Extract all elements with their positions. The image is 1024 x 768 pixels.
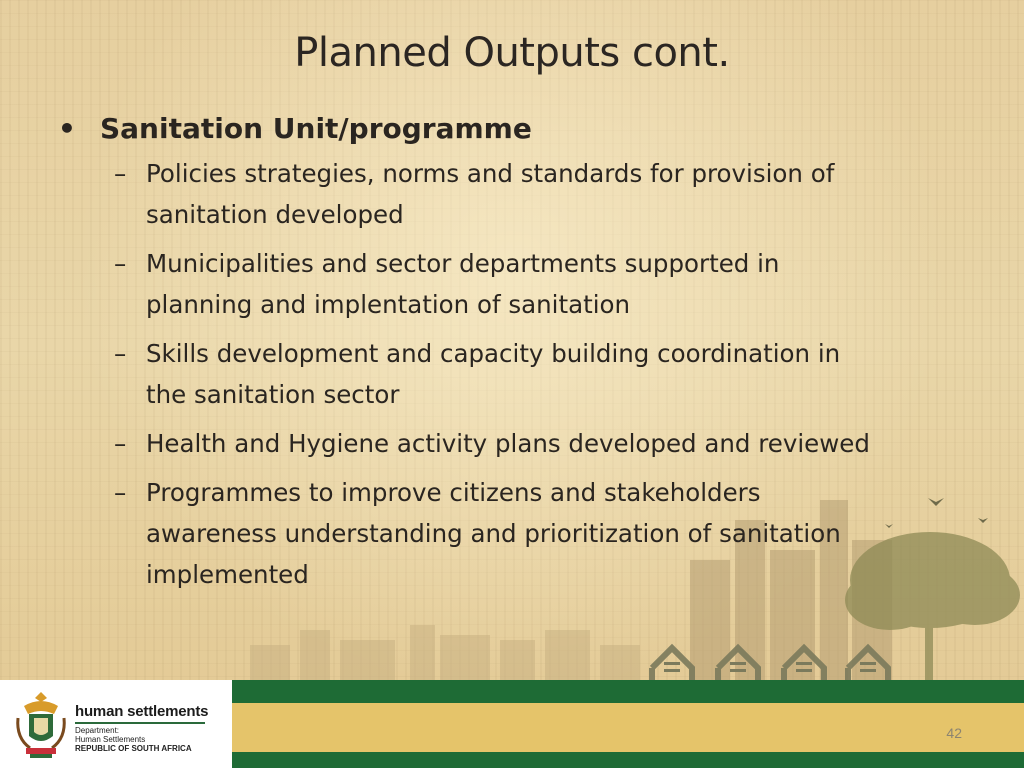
footer-band-green — [232, 752, 1024, 768]
footer-bands — [232, 680, 1024, 768]
coat-of-arms-icon — [12, 688, 70, 762]
dash-marker: – — [114, 429, 127, 458]
list-item-line: Programmes to improve citizens and stakeholders — [146, 478, 761, 507]
org-name: human settlements — [75, 703, 209, 720]
slide-content — [58, 112, 978, 603]
sub-bullet-list — [114, 153, 978, 595]
list-item — [114, 333, 978, 415]
dept-line: Department: — [75, 726, 120, 735]
list-item-text — [146, 243, 779, 325]
list-item-line: Policies strategies, norms and standards for provision of — [146, 159, 835, 188]
list-item-line: the sanitation sector — [146, 380, 400, 409]
list-item-text — [146, 423, 870, 464]
dept-line: REPUBLIC OF SOUTH AFRICA — [75, 744, 192, 753]
list-item — [114, 423, 978, 464]
dash-marker: – — [114, 339, 127, 368]
slide-title: Planned Outputs cont. — [294, 30, 730, 76]
dash-marker: – — [114, 159, 127, 188]
footer-band-gold — [232, 703, 1024, 752]
list-item — [114, 153, 978, 235]
org-divider — [75, 722, 205, 724]
list-item-line: planning and implentation of sanitation — [146, 290, 631, 319]
dash-marker: – — [114, 249, 127, 278]
footer-band-green — [232, 680, 1024, 703]
list-item-line: sanitation developed — [146, 200, 404, 229]
list-item-text — [146, 153, 834, 235]
list-item-line: Municipalities and sector departments supported in — [146, 249, 780, 278]
footer-logo-panel — [0, 680, 232, 768]
list-item-text — [146, 472, 841, 595]
list-item-line: awareness understanding and prioritization of sanitation — [146, 519, 841, 548]
list-item-line: Skills development and capacity building coordination in — [146, 339, 841, 368]
bullet-marker: • — [58, 112, 76, 145]
list-item-line: Health and Hygiene activity plans developed and reviewed — [146, 429, 870, 458]
dash-marker: – — [114, 478, 127, 507]
dept-line: Human Settlements — [75, 735, 146, 744]
bullet-heading: Sanitation Unit/programme — [100, 112, 532, 145]
list-item — [114, 243, 978, 325]
main-bullet — [58, 112, 978, 145]
page-number: 42 — [946, 725, 962, 741]
list-item-text — [146, 333, 840, 415]
list-item-line: implemented — [146, 560, 309, 589]
list-item — [114, 472, 978, 595]
